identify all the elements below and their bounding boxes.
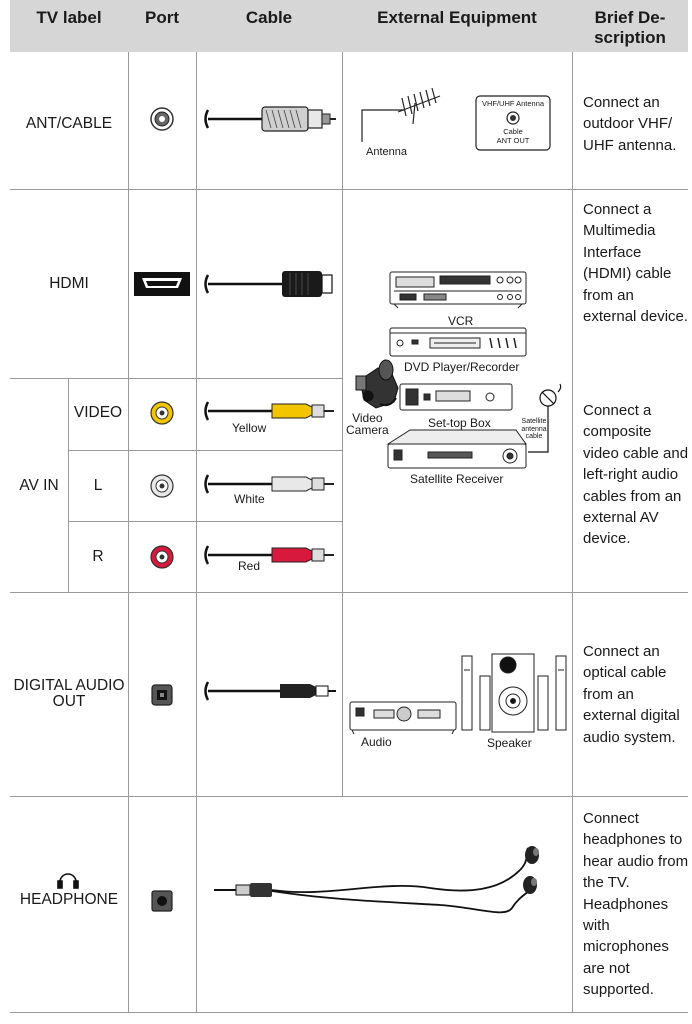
satellite-antenna-cable-line1: Satellite <box>521 418 547 425</box>
antenna-box-line2: ANT OUT <box>496 136 530 145</box>
yellow-rca-cable-icon <box>206 402 335 420</box>
coax-cable-icon <box>206 107 337 131</box>
speaker-label: Speaker <box>487 736 532 750</box>
row-label-av-in: AV IN <box>19 477 59 494</box>
hdmi-port-icon <box>134 272 190 296</box>
row-label-video: VIDEO <box>73 404 123 421</box>
satellite-antenna-cable-label <box>516 418 552 441</box>
antenna-label: Antenna <box>366 146 407 158</box>
row-label-headphone: HEADPHONE <box>19 891 119 908</box>
desc-hdmi: Connect a Multimedia Interface (HDMI) cable from an external device. <box>583 201 689 326</box>
red-rca-cable-icon <box>206 546 335 564</box>
satellite-receiver-icon <box>388 430 526 468</box>
audio-right-port-icon <box>151 546 173 568</box>
row-label-hdmi: HDMI <box>49 275 89 292</box>
video-camera-label-line2: Camera <box>346 423 389 437</box>
header-cable: Cable <box>245 8 293 27</box>
row-label-digital-audio <box>10 678 128 710</box>
desc-headphone: Connect headphones to hear audio from the TV. Headphones with microphones are not supported. <box>583 810 689 999</box>
row-label-digital-audio-line2: OUT <box>52 693 86 710</box>
satellite-receiver-label: Satellite Receiver <box>410 472 504 486</box>
red-cable-label: Red <box>238 559 261 573</box>
satellite-antenna-cable-line2: antenna <box>521 425 547 433</box>
header-brief-description-line2: scription <box>594 28 666 47</box>
optical-cable-icon <box>206 682 337 700</box>
settop-box-icon <box>400 384 512 410</box>
audio-label: Audio <box>361 735 392 749</box>
header-brief-description-line1: Brief De- <box>594 8 666 27</box>
video-camera-icon <box>356 360 398 408</box>
desc-ant-cable: Connect an outdoor VHF/ UHF antenna. <box>583 94 677 154</box>
hdmi-cable-icon <box>206 271 333 297</box>
row-label-ant-cable: ANT/CABLE <box>25 115 113 132</box>
vcr-label: VCR <box>448 314 474 328</box>
optical-port-icon <box>152 685 172 705</box>
coax-port-icon <box>151 108 173 130</box>
antenna-port-icon <box>507 112 519 124</box>
antenna-icon <box>362 88 440 142</box>
headphone-symbol-icon <box>58 874 78 888</box>
row-label-right: R <box>92 548 104 565</box>
dvd-player-icon <box>390 328 526 356</box>
audio-left-port-icon <box>151 475 173 497</box>
white-rca-cable-icon <box>206 475 335 493</box>
antenna-box-line1: Cable <box>503 127 523 136</box>
video-camera-label-line1: Video <box>352 411 383 425</box>
dvd-label: DVD Player/Recorder <box>404 360 520 374</box>
settop-label: Set-top Box <box>428 416 491 430</box>
white-cable-label: White <box>234 492 265 506</box>
row-label-digital-audio-line1: DIGITAL AUDIO <box>13 677 125 694</box>
antenna-box-title: VHF/UHF Antenna <box>481 99 545 108</box>
vcr-icon <box>390 272 526 308</box>
desc-digital-audio: Connect an optical cable from an external digital audio system. <box>583 643 680 746</box>
header-external-equipment: External Equipment <box>377 8 537 27</box>
satellite-antenna-cable-line3: cable <box>525 433 543 440</box>
video-port-icon <box>151 402 173 424</box>
earphones-icon <box>214 846 539 912</box>
video-camera-label <box>346 412 389 436</box>
speaker-system-icon <box>462 654 566 732</box>
headphone-jack-port-icon <box>152 891 172 911</box>
desc-av-in: Connect a composite video cable and left-right audio cables from an external AV device. <box>583 402 689 548</box>
audio-amplifier-icon <box>350 702 456 734</box>
row-label-left: L <box>93 477 103 494</box>
yellow-cable-label: Yellow <box>232 421 267 435</box>
header-tv-label: TV label <box>36 8 102 27</box>
header-port: Port <box>145 8 179 27</box>
